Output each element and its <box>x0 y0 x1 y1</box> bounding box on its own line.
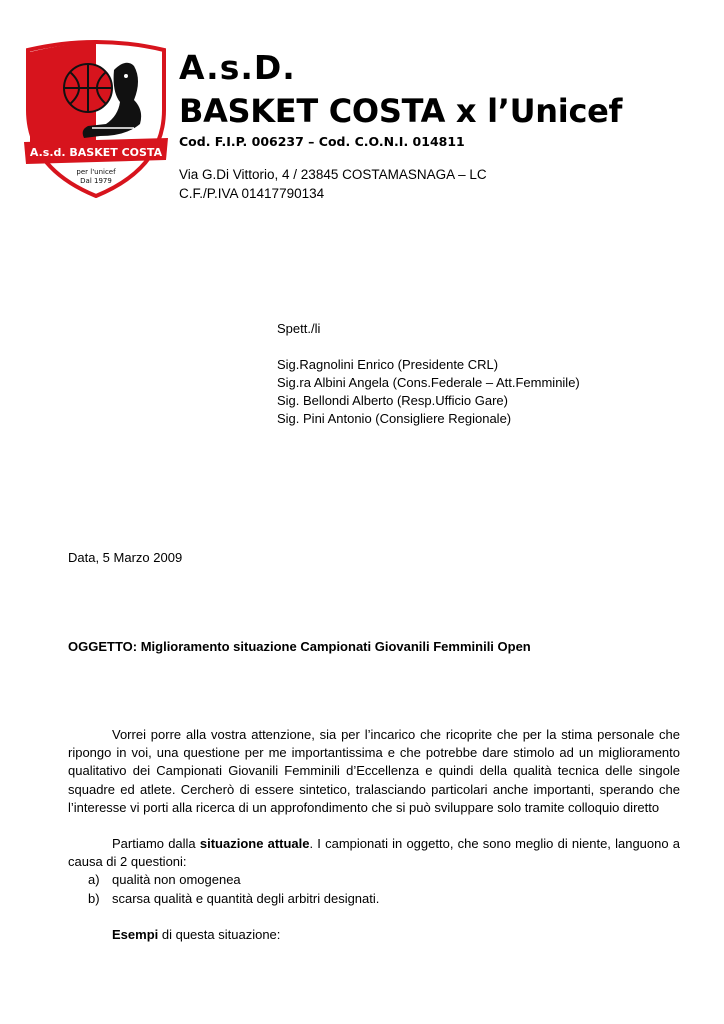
list-marker: a) <box>88 872 100 888</box>
recipients-salutation: Spett./li <box>277 321 321 336</box>
situation-text-start: Partiamo dalla <box>112 836 200 852</box>
letterhead-codes: Cod. F.I.P. 006237 – Cod. C.O.N.I. 014811 <box>179 134 465 149</box>
situation-text-end: . I campionati in oggetto, che sono meglio di niente, languono a causa di 2 questioni: <box>68 836 681 870</box>
list-item-text: qualità non omogenea <box>112 872 241 888</box>
list-marker: b) <box>88 890 100 906</box>
examples-text: di questa situazione: <box>158 926 281 942</box>
paragraph-intro-text: Vorrei porre alla vostra attenzione, sia per l’incarico che ricoprite che per la stima personale che ripongo in voi, una questione per me importantissima e che potrebbe dare stimolo ad un miglioramento qualitativo dei Campionati Giovanili Femminili d’Eccellenza e quindi della qualità tecnica delle singole squadre ed atlete. Cercherò di essere sintetico, tralasciando particolari anche importanti, sperando che l’interesse vi porti alla ricerca di un approfondimento che si può sviluppare solo tramite colloquio diretto <box>68 727 680 815</box>
letter-date: Data, 5 Marzo 2009 <box>68 550 183 565</box>
paragraph-situation <box>68 835 680 871</box>
list-item-text: scarsa qualità e quantità degli arbitri designati. <box>112 890 380 906</box>
situation-emphasis: situazione attuale <box>199 836 310 852</box>
logo-banner-text: A.s.d. BASKET COSTA <box>29 146 163 159</box>
recipient-line: Sig.ra Albini Angela (Cons.Federale – Att.Femminile) <box>277 375 580 390</box>
recipient-line: Sig. Pini Antonio (Consigliere Regionale) <box>277 411 512 426</box>
list-item <box>68 871 680 889</box>
list-item <box>68 890 680 908</box>
logo-since-text: Dal 1979 <box>80 177 112 185</box>
letterhead-address: Via G.Di Vittorio, 4 / 23845 COSTAMASNAGA – LC <box>179 167 487 182</box>
letterhead-title-line2: BASKET COSTA x l’Unicef <box>179 92 623 130</box>
recipients-block <box>277 320 580 428</box>
letterhead-vat: C.F./P.IVA 01417790134 <box>179 186 325 201</box>
examples-emphasis: Esempi <box>112 926 159 942</box>
paragraph-intro <box>68 726 680 817</box>
letterhead-title-line1: A.s.D. <box>179 48 296 87</box>
issues-list <box>68 871 680 907</box>
letter-subject: OGGETTO: Miglioramento situazione Campionati Giovanili Femminili Open <box>68 639 531 654</box>
recipient-line: Sig. Bellondi Alberto (Resp.Ufficio Gare) <box>277 393 508 408</box>
letterhead-address-block <box>179 165 487 203</box>
letter-body <box>68 726 680 944</box>
club-logo <box>22 40 170 198</box>
logo-sub-text: per l'unicef <box>76 168 116 176</box>
recipient-line: Sig.Ragnolini Enrico (Presidente CRL) <box>277 357 499 372</box>
paragraph-examples <box>68 926 680 944</box>
